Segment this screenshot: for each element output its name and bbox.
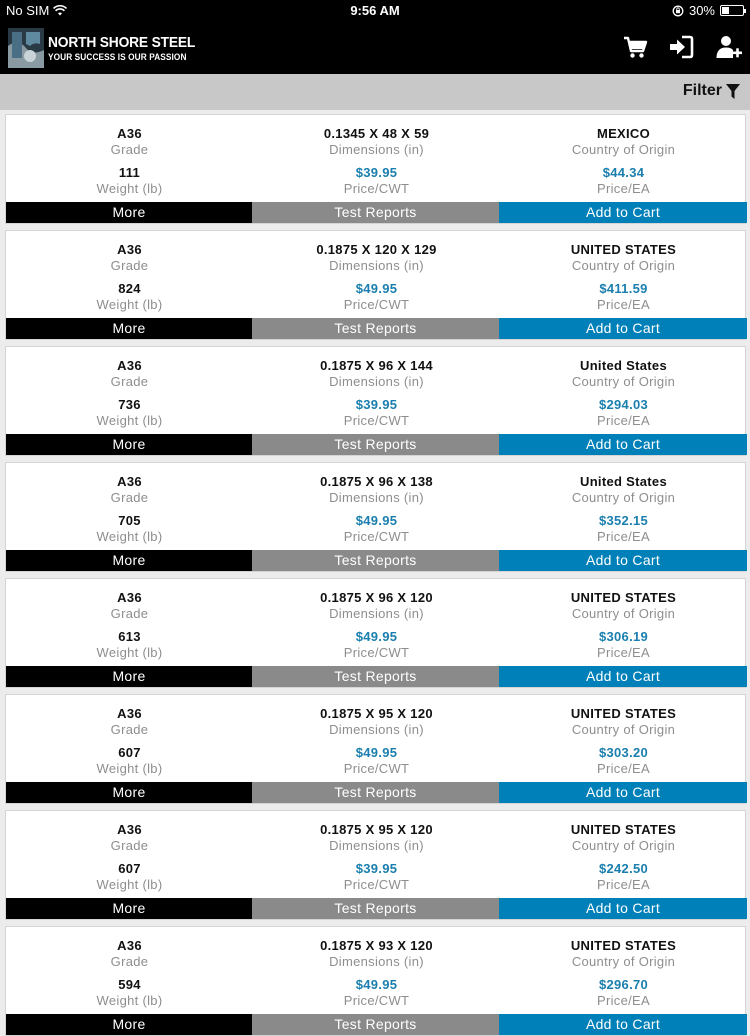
grade-label: Grade: [110, 490, 149, 505]
product-card: [5, 926, 746, 1036]
filter-label: Filter: [682, 82, 722, 99]
price-ea-value: $296.70: [598, 977, 649, 992]
dimensions-value: 0.1345 X 48 X 59: [323, 126, 430, 141]
origin-value: UNITED STATES: [570, 242, 677, 257]
price-cwt-value: $49.95: [355, 513, 398, 528]
origin-label: Country of Origin: [571, 142, 676, 157]
test-reports-button[interactable]: Test Reports: [252, 898, 499, 919]
weight-label: Weight (lb): [96, 761, 163, 776]
product-card: [5, 230, 746, 340]
dimensions-value: 0.1875 X 96 X 120: [320, 590, 433, 605]
add-to-cart-button[interactable]: Add to Cart: [499, 898, 747, 919]
price-cwt-label: Price/CWT: [343, 413, 410, 428]
dimensions-value: 0.1875 X 95 X 120: [320, 822, 433, 837]
grade-label: Grade: [110, 142, 149, 157]
product-card: [5, 694, 746, 804]
grade-label: Grade: [110, 954, 149, 969]
dimensions-label: Dimensions (in): [329, 258, 424, 273]
dimensions-label: Dimensions (in): [329, 722, 424, 737]
grade-label: Grade: [110, 722, 149, 737]
add-to-cart-button[interactable]: Add to Cart: [499, 434, 747, 455]
origin-label: Country of Origin: [571, 838, 676, 853]
weight-label: Weight (lb): [96, 993, 163, 1008]
price-ea-value: $294.03: [598, 397, 649, 412]
status-time: 9:56 AM: [350, 3, 400, 18]
price-cwt-label: Price/CWT: [343, 877, 410, 892]
nav-actions: [622, 34, 744, 60]
price-ea-label: Price/EA: [597, 877, 650, 892]
test-reports-button[interactable]: Test Reports: [252, 202, 499, 223]
grade-value: A36: [117, 358, 142, 373]
price-ea-label: Price/EA: [597, 297, 650, 312]
test-reports-button[interactable]: Test Reports: [252, 550, 499, 571]
grade-value: A36: [117, 242, 142, 257]
battery-percent: 30%: [688, 3, 715, 18]
origin-label: Country of Origin: [571, 954, 676, 969]
more-button[interactable]: More: [6, 318, 252, 339]
more-button[interactable]: More: [6, 898, 252, 919]
price-cwt-label: Price/CWT: [343, 993, 410, 1008]
more-button[interactable]: More: [6, 550, 252, 571]
battery-icon: [720, 5, 744, 16]
grade-label: Grade: [110, 606, 149, 621]
weight-value: 607: [118, 861, 141, 876]
dimensions-label: Dimensions (in): [329, 490, 424, 505]
card-actions: [6, 550, 747, 571]
cart-icon[interactable]: [622, 34, 648, 60]
origin-value: United States: [580, 358, 667, 373]
dimensions-value: 0.1875 X 120 X 129: [316, 242, 437, 257]
price-ea-value: $306.19: [598, 629, 649, 644]
price-ea-value: $411.59: [599, 281, 648, 296]
product-card: [5, 810, 746, 920]
top-nav-bar: [0, 22, 750, 74]
weight-value: 736: [118, 397, 141, 412]
price-ea-label: Price/EA: [597, 529, 650, 544]
more-button[interactable]: More: [6, 202, 252, 223]
product-card: [5, 462, 746, 572]
test-reports-button[interactable]: Test Reports: [252, 318, 499, 339]
price-cwt-label: Price/CWT: [343, 645, 410, 660]
origin-label: Country of Origin: [571, 258, 676, 273]
filter-icon: [726, 84, 740, 99]
weight-value: 613: [118, 629, 141, 644]
logo-mark-icon: [8, 28, 44, 68]
price-cwt-value: $39.95: [355, 165, 398, 180]
more-button[interactable]: More: [6, 782, 252, 803]
weight-label: Weight (lb): [96, 877, 163, 892]
more-button[interactable]: More: [6, 666, 252, 687]
weight-label: Weight (lb): [96, 645, 163, 660]
dimensions-value: 0.1875 X 96 X 144: [320, 358, 433, 373]
filter-bar: [0, 74, 750, 110]
brand-tagline: YOUR SUCCESS IS OUR PASSION: [48, 51, 187, 62]
origin-label: Country of Origin: [571, 374, 676, 389]
card-actions: [6, 318, 747, 339]
product-card: [5, 578, 746, 688]
origin-value: UNITED STATES: [570, 590, 677, 605]
status-right: [672, 3, 744, 18]
weight-value: 594: [118, 977, 141, 992]
dimensions-label: Dimensions (in): [329, 954, 424, 969]
card-actions: [6, 202, 747, 223]
grade-value: A36: [117, 822, 142, 837]
add-to-cart-button[interactable]: Add to Cart: [499, 550, 747, 571]
price-cwt-value: $39.95: [355, 861, 398, 876]
price-cwt-value: $49.95: [355, 629, 398, 644]
price-ea-value: $303.20: [598, 745, 649, 760]
weight-label: Weight (lb): [96, 297, 163, 312]
grade-value: A36: [117, 938, 142, 953]
card-actions: [6, 1014, 747, 1035]
origin-value: UNITED STATES: [570, 822, 677, 837]
weight-value: 824: [118, 281, 141, 296]
weight-label: Weight (lb): [96, 413, 163, 428]
price-ea-label: Price/EA: [597, 413, 650, 428]
grade-label: Grade: [110, 838, 149, 853]
grade-value: A36: [117, 590, 142, 605]
dimensions-value: 0.1875 X 95 X 120: [320, 706, 433, 721]
dimensions-value: 0.1875 X 93 X 120: [320, 938, 433, 953]
test-reports-button[interactable]: Test Reports: [252, 666, 499, 687]
origin-label: Country of Origin: [571, 606, 676, 621]
origin-value: UNITED STATES: [570, 938, 677, 953]
price-cwt-value: $49.95: [355, 281, 398, 296]
weight-value: 607: [118, 745, 141, 760]
grade-value: A36: [117, 126, 142, 141]
origin-value: MEXICO: [596, 126, 651, 141]
orientation-lock-icon: [672, 5, 684, 17]
test-reports-button[interactable]: Test Reports: [252, 434, 499, 455]
price-ea-value: $44.34: [602, 165, 645, 180]
dimensions-label: Dimensions (in): [329, 374, 424, 389]
dimensions-label: Dimensions (in): [329, 142, 424, 157]
price-ea-label: Price/EA: [597, 645, 650, 660]
card-actions: [6, 666, 747, 687]
dimensions-label: Dimensions (in): [329, 838, 424, 853]
carrier-label: No SIM: [6, 3, 50, 18]
product-card: [5, 114, 746, 224]
battery-level: [722, 7, 729, 14]
card-actions: [6, 782, 747, 803]
weight-label: Weight (lb): [96, 529, 163, 544]
weight-value: 111: [118, 165, 141, 180]
grade-value: A36: [117, 706, 142, 721]
add-to-cart-button[interactable]: Add to Cart: [499, 1014, 747, 1035]
weight-label: Weight (lb): [96, 181, 163, 196]
brand-logo[interactable]: [8, 28, 208, 68]
add-to-cart-button[interactable]: Add to Cart: [499, 202, 747, 223]
more-button[interactable]: More: [6, 1014, 252, 1035]
grade-value: A36: [117, 474, 142, 489]
login-icon[interactable]: [668, 34, 694, 60]
brand-text: [48, 35, 208, 62]
weight-value: 705: [118, 513, 141, 528]
more-button[interactable]: More: [6, 434, 252, 455]
add-user-icon[interactable]: [714, 34, 744, 60]
price-cwt-value: $39.95: [355, 397, 398, 412]
price-cwt-label: Price/CWT: [343, 761, 410, 776]
price-ea-label: Price/EA: [597, 993, 650, 1008]
test-reports-button[interactable]: Test Reports: [252, 782, 499, 803]
price-cwt-label: Price/CWT: [343, 181, 410, 196]
price-ea-value: $352.15: [598, 513, 649, 528]
price-cwt-label: Price/CWT: [343, 529, 410, 544]
dimensions-label: Dimensions (in): [329, 606, 424, 621]
card-actions: [6, 434, 747, 455]
grade-label: Grade: [110, 258, 149, 273]
add-to-cart-button[interactable]: Add to Cart: [499, 318, 747, 339]
test-reports-button[interactable]: Test Reports: [252, 1014, 499, 1035]
origin-value: UNITED STATES: [570, 706, 677, 721]
origin-label: Country of Origin: [571, 722, 676, 737]
add-to-cart-button[interactable]: Add to Cart: [499, 666, 747, 687]
price-cwt-label: Price/CWT: [343, 297, 410, 312]
filter-button[interactable]: [683, 82, 740, 100]
price-cwt-value: $49.95: [355, 745, 398, 760]
status-bar: [0, 0, 750, 22]
price-ea-label: Price/EA: [597, 181, 650, 196]
grade-label: Grade: [110, 374, 149, 389]
origin-value: United States: [580, 474, 667, 489]
price-cwt-value: $49.95: [355, 977, 398, 992]
product-card: [5, 346, 746, 456]
price-ea-label: Price/EA: [597, 761, 650, 776]
brand-title: NORTH SHORE STEEL: [48, 33, 196, 51]
price-ea-value: $242.50: [598, 861, 649, 876]
origin-label: Country of Origin: [571, 490, 676, 505]
card-actions: [6, 898, 747, 919]
add-to-cart-button[interactable]: Add to Cart: [499, 782, 747, 803]
dimensions-value: 0.1875 X 96 X 138: [320, 474, 433, 489]
